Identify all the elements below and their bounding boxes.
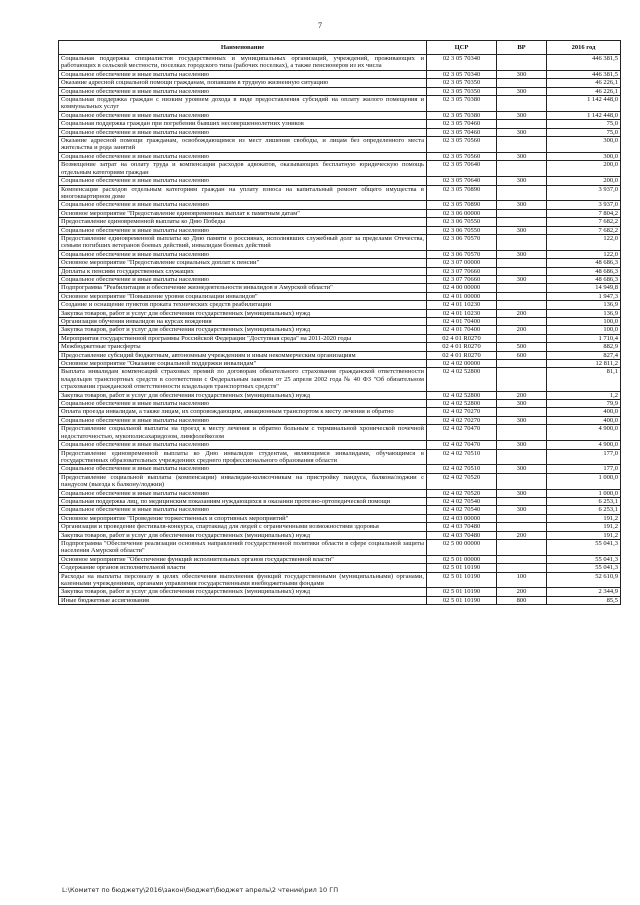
cell-amount: 46 226,1 bbox=[547, 79, 621, 87]
cell-csr: 02 4 02 70510 bbox=[427, 465, 497, 473]
cell-name: Закупка товаров, работ и услуг для обеспечения государственных (муниципальных) нужд bbox=[59, 309, 427, 317]
cell-csr: 02 4 01 70400 bbox=[427, 326, 497, 334]
table-row bbox=[59, 441, 621, 449]
cell-name: Социальное обеспечение и иные выплаты населению bbox=[59, 275, 427, 283]
cell-name: Социальная поддержка специалистов государственных и муниципальных организаций, учреждений, проживающих и работающих в сельской местности, поселках городского типа (рабочих поселках), а также пенсионеров из их числа bbox=[59, 55, 427, 71]
cell-name: Социальное обеспечение и иные выплаты населению bbox=[59, 128, 427, 136]
cell-csr: 02 4 01 00000 bbox=[427, 292, 497, 300]
cell-amount: 48 686,3 bbox=[547, 275, 621, 283]
cell-name: Организация обучения инвалидов на курсах вождения bbox=[59, 318, 427, 326]
cell-csr: 02 4 02 70270 bbox=[427, 416, 497, 424]
cell-csr: 02 5 01 10190 bbox=[427, 588, 497, 596]
table-row bbox=[59, 555, 621, 563]
cell-csr: 02 4 02 52800 bbox=[427, 391, 497, 399]
cell-csr: 02 4 02 70470 bbox=[427, 441, 497, 449]
cell-name: Социальное обеспечение и иные выплаты населению bbox=[59, 226, 427, 234]
table-row bbox=[59, 96, 621, 112]
cell-vr bbox=[497, 137, 547, 153]
cell-name: Основное мероприятие "Предоставление социальных доплат к пенсии" bbox=[59, 259, 427, 267]
cell-csr: 02 4 03 00000 bbox=[427, 514, 497, 522]
cell-amount: 136,9 bbox=[547, 301, 621, 309]
cell-name: Иные бюджетные ассигнования bbox=[59, 596, 427, 604]
cell-csr: 02 4 01 R0270 bbox=[427, 334, 497, 342]
cell-name: Компенсация расходов отдельным категориям граждан на уплату взноса на капитальный ремонт общего имущества в многоквартирном доме bbox=[59, 185, 427, 201]
cell-vr bbox=[497, 185, 547, 201]
header-year: 2016 год bbox=[547, 41, 621, 55]
cell-csr: 02 4 01 70400 bbox=[427, 318, 497, 326]
cell-csr: 02 4 03 70480 bbox=[427, 523, 497, 531]
cell-name: Мероприятия государственной программы Российской Федерации "Доступная среда" на 2011-2020 годы bbox=[59, 334, 427, 342]
cell-vr: 200 bbox=[497, 588, 547, 596]
table-row bbox=[59, 334, 621, 342]
table-row bbox=[59, 360, 621, 368]
table-row bbox=[59, 275, 621, 283]
table-row bbox=[59, 87, 621, 95]
cell-amount: 55 041,3 bbox=[547, 539, 621, 555]
table-row bbox=[59, 250, 621, 258]
cell-name: Подпрограмма "Реабилитация и обеспечение жизнедеятельности инвалидов в Амурской области" bbox=[59, 284, 427, 292]
cell-vr bbox=[497, 79, 547, 87]
cell-vr: 300 bbox=[497, 201, 547, 209]
cell-amount: 1 000,0 bbox=[547, 489, 621, 497]
cell-amount: 177,0 bbox=[547, 465, 621, 473]
table-row bbox=[59, 259, 621, 267]
cell-vr bbox=[497, 218, 547, 226]
cell-csr: 02 3 05 70890 bbox=[427, 185, 497, 201]
cell-name: Предоставление единовременной выплаты ко Дню Победы bbox=[59, 218, 427, 226]
cell-name: Закупка товаров, работ и услуг для обеспечения государственных (муниципальных) нужд bbox=[59, 588, 427, 596]
cell-name: Закупка товаров, работ и услуг для обеспечения государственных (муниципальных) нужд bbox=[59, 326, 427, 334]
table-row bbox=[59, 70, 621, 78]
cell-vr bbox=[497, 55, 547, 71]
cell-vr bbox=[497, 514, 547, 522]
table-row bbox=[59, 489, 621, 497]
cell-name: Социальное обеспечение и иные выплаты населению bbox=[59, 465, 427, 473]
cell-name: Социальная поддержка граждан с низким уровнем дохода в виде предоставления субсидий на оплату жилого помещения и коммунальных услуг bbox=[59, 96, 427, 112]
cell-name: Социальное обеспечение и иные выплаты населению bbox=[59, 416, 427, 424]
cell-vr: 300 bbox=[497, 177, 547, 185]
cell-csr: 02 4 02 70520 bbox=[427, 489, 497, 497]
table-row bbox=[59, 326, 621, 334]
cell-csr: 02 3 06 70550 bbox=[427, 218, 497, 226]
table-row bbox=[59, 416, 621, 424]
cell-csr: 02 3 05 70890 bbox=[427, 201, 497, 209]
cell-vr bbox=[497, 267, 547, 275]
cell-amount: 446 381,5 bbox=[547, 70, 621, 78]
cell-csr: 02 3 05 70380 bbox=[427, 111, 497, 119]
cell-csr: 02 4 02 70520 bbox=[427, 473, 497, 489]
cell-vr: 300 bbox=[497, 226, 547, 234]
cell-name: Социальное обеспечение и иные выплаты населению bbox=[59, 70, 427, 78]
cell-amount: 1,2 bbox=[547, 391, 621, 399]
cell-amount: 882,9 bbox=[547, 343, 621, 351]
table-row bbox=[59, 596, 621, 604]
table-row bbox=[59, 152, 621, 160]
table-row bbox=[59, 506, 621, 514]
cell-amount: 446 381,5 bbox=[547, 55, 621, 71]
cell-vr: 800 bbox=[497, 596, 547, 604]
table-row bbox=[59, 572, 621, 588]
cell-name: Расходы на выплаты персоналу в целях обеспечения выполнения функций государственными (муниципальными) органами, казенными учреждениями, органами управления государственными внебюджетными фондами bbox=[59, 572, 427, 588]
cell-name: Содержание органов исполнительной власти bbox=[59, 564, 427, 572]
cell-name: Возмещение затрат на оплату труда и компенсация расходов адвокатов, оказывающих бесплатную юридическую помощь отдельным категориям граждан bbox=[59, 161, 427, 177]
cell-csr: 02 4 02 00000 bbox=[427, 360, 497, 368]
cell-name: Основное мероприятие "Проведение торжественных и спортивных мероприятий" bbox=[59, 514, 427, 522]
cell-vr bbox=[497, 564, 547, 572]
table-row bbox=[59, 226, 621, 234]
cell-name: Основное мероприятие "Обеспечение функций исполнительных органов государственной власти" bbox=[59, 555, 427, 563]
cell-amount: 1 710,4 bbox=[547, 334, 621, 342]
table-row bbox=[59, 425, 621, 441]
table-row bbox=[59, 473, 621, 489]
cell-amount: 12 811,2 bbox=[547, 360, 621, 368]
cell-csr: 02 5 01 10190 bbox=[427, 572, 497, 588]
cell-name: Социальное обеспечение и иные выплаты населению bbox=[59, 400, 427, 408]
cell-amount: 2 344,9 bbox=[547, 588, 621, 596]
table-row bbox=[59, 301, 621, 309]
cell-vr bbox=[497, 449, 547, 465]
table-row bbox=[59, 391, 621, 399]
table-row bbox=[59, 588, 621, 596]
page-number: 7 bbox=[318, 21, 322, 30]
table-row bbox=[59, 449, 621, 465]
cell-amount: 300,0 bbox=[547, 152, 621, 160]
table-row bbox=[59, 539, 621, 555]
table-row bbox=[59, 111, 621, 119]
cell-amount: 48 686,3 bbox=[547, 267, 621, 275]
cell-csr: 02 3 05 70350 bbox=[427, 87, 497, 95]
table-row bbox=[59, 497, 621, 505]
cell-csr: 02 4 02 70510 bbox=[427, 449, 497, 465]
cell-amount: 6 253,1 bbox=[547, 497, 621, 505]
cell-csr: 02 4 02 70540 bbox=[427, 497, 497, 505]
table-row bbox=[59, 218, 621, 226]
cell-name: Предоставление социальной выплаты на проезд к месту лечения и обратно больным с терминальной хронической почечной недостаточностью, мукополисахаридозом, лимфолейкозом bbox=[59, 425, 427, 441]
cell-amount: 1 947,3 bbox=[547, 292, 621, 300]
cell-amount: 400,0 bbox=[547, 408, 621, 416]
cell-name: Межбюджетные трансферты bbox=[59, 343, 427, 351]
cell-csr: 02 5 01 10190 bbox=[427, 596, 497, 604]
cell-vr: 600 bbox=[497, 351, 547, 359]
cell-vr: 300 bbox=[497, 465, 547, 473]
cell-amount: 191,2 bbox=[547, 514, 621, 522]
table-row bbox=[59, 514, 621, 522]
cell-vr bbox=[497, 161, 547, 177]
cell-amount: 7 682,2 bbox=[547, 218, 621, 226]
cell-amount: 1 142 448,0 bbox=[547, 96, 621, 112]
cell-name: Основное мероприятие "Повышение уровня социализации инвалидов" bbox=[59, 292, 427, 300]
cell-amount: 75,0 bbox=[547, 128, 621, 136]
table-row bbox=[59, 465, 621, 473]
cell-vr bbox=[497, 334, 547, 342]
cell-csr: 02 3 06 00000 bbox=[427, 209, 497, 217]
cell-vr bbox=[497, 539, 547, 555]
cell-name: Социальное обеспечение и иные выплаты населению bbox=[59, 441, 427, 449]
cell-amount: 79,9 bbox=[547, 400, 621, 408]
cell-amount: 81,1 bbox=[547, 368, 621, 391]
cell-amount: 100,0 bbox=[547, 326, 621, 334]
cell-amount: 136,9 bbox=[547, 309, 621, 317]
cell-amount: 3 937,0 bbox=[547, 185, 621, 201]
cell-csr: 02 3 05 70460 bbox=[427, 128, 497, 136]
cell-name: Закупка товаров, работ и услуг для обеспечения государственных (муниципальных) нужд bbox=[59, 391, 427, 399]
cell-csr: 02 3 05 70560 bbox=[427, 137, 497, 153]
cell-name: Закупка товаров, работ и услуг для обеспечения государственных (муниципальных) нужд bbox=[59, 531, 427, 539]
table-row bbox=[59, 400, 621, 408]
cell-vr bbox=[497, 425, 547, 441]
cell-vr: 300 bbox=[497, 275, 547, 283]
cell-vr bbox=[497, 408, 547, 416]
cell-vr bbox=[497, 284, 547, 292]
cell-name: Социальное обеспечение и иные выплаты населению bbox=[59, 201, 427, 209]
cell-amount: 191,2 bbox=[547, 531, 621, 539]
cell-name: Предоставление субсидий бюджетным, автономным учреждениям и иным некоммерческим организациям bbox=[59, 351, 427, 359]
table-row bbox=[59, 177, 621, 185]
table-row bbox=[59, 79, 621, 87]
cell-name: Создание и оснащение пунктов проката технических средств реабилитации bbox=[59, 301, 427, 309]
cell-amount: 191,2 bbox=[547, 523, 621, 531]
table-row bbox=[59, 185, 621, 201]
cell-csr: 02 4 01 10230 bbox=[427, 309, 497, 317]
header-name: Наименование bbox=[59, 41, 427, 55]
cell-vr bbox=[497, 259, 547, 267]
cell-vr bbox=[497, 368, 547, 391]
cell-name: Социальное обеспечение и иные выплаты населению bbox=[59, 152, 427, 160]
cell-vr bbox=[497, 120, 547, 128]
table-row bbox=[59, 137, 621, 153]
table-row bbox=[59, 55, 621, 71]
budget-table bbox=[58, 40, 621, 605]
cell-vr bbox=[497, 523, 547, 531]
cell-vr: 200 bbox=[497, 391, 547, 399]
cell-vr: 100 bbox=[497, 572, 547, 588]
cell-csr: 02 3 05 70380 bbox=[427, 96, 497, 112]
cell-name: Выплата инвалидам компенсаций страховых премий по договорам обязательного страхования гражданской ответственности владельцев транспортных средств в соответствии с Федеральным законом от 25 апреля 2002 года № 40 ФЗ "Об обязательном страховании гражданской ответственности владельцев транспортных средств" bbox=[59, 368, 427, 391]
cell-amount: 1 142 448,0 bbox=[547, 111, 621, 119]
cell-csr: 02 5 00 00000 bbox=[427, 539, 497, 555]
file-path-footer: L:\Комитет по бюджету\2016\закон\бюджет\бюджет апрель\2 чтение\рил 10 ГП bbox=[62, 886, 339, 894]
table-row bbox=[59, 120, 621, 128]
cell-amount: 52 610,9 bbox=[547, 572, 621, 588]
cell-csr: 02 5 01 10190 bbox=[427, 564, 497, 572]
header-csr: ЦСР bbox=[427, 41, 497, 55]
cell-amount: 14 949,8 bbox=[547, 284, 621, 292]
cell-csr: 02 3 06 70570 bbox=[427, 250, 497, 258]
cell-name: Социальное обеспечение и иные выплаты населению bbox=[59, 250, 427, 258]
cell-vr: 300 bbox=[497, 70, 547, 78]
cell-name: Социальное обеспечение и иные выплаты населению bbox=[59, 111, 427, 119]
cell-name: Предоставление единовременной выплаты ко Дню инвалидов студентам, являющимся инвалидами, обучающимся в государственных образовательных учреждениях среднего профессионального образования области bbox=[59, 449, 427, 465]
cell-amount: 75,0 bbox=[547, 120, 621, 128]
cell-amount: 55 041,3 bbox=[547, 555, 621, 563]
cell-name: Основное мероприятие "Предоставление единовременных выплат к памятным датам" bbox=[59, 209, 427, 217]
cell-name: Предоставление единовременной выплаты ко Дню памяти о россиянах, исполнявших служебный долг за пределами Отечества, семьям погибших ветеранов боевых действий, инвалидам боевых действий bbox=[59, 234, 427, 250]
cell-vr bbox=[497, 301, 547, 309]
cell-vr: 200 bbox=[497, 326, 547, 334]
cell-name: Социальное обеспечение и иные выплаты населению bbox=[59, 489, 427, 497]
cell-amount: 177,0 bbox=[547, 449, 621, 465]
cell-name: Социальное обеспечение и иные выплаты населению bbox=[59, 87, 427, 95]
cell-csr: 02 3 05 70460 bbox=[427, 120, 497, 128]
cell-vr: 500 bbox=[497, 343, 547, 351]
cell-amount: 1 000,0 bbox=[547, 473, 621, 489]
cell-vr: 300 bbox=[497, 152, 547, 160]
cell-name: Социальное обеспечение и иные выплаты населению bbox=[59, 506, 427, 514]
cell-amount: 200,0 bbox=[547, 177, 621, 185]
cell-csr: 02 4 02 70540 bbox=[427, 506, 497, 514]
cell-vr bbox=[497, 209, 547, 217]
cell-amount: 4 900,0 bbox=[547, 441, 621, 449]
cell-csr: 02 4 02 52800 bbox=[427, 368, 497, 391]
table-row bbox=[59, 564, 621, 572]
cell-csr: 02 4 03 70480 bbox=[427, 531, 497, 539]
cell-csr: 02 3 05 70560 bbox=[427, 152, 497, 160]
cell-amount: 46 226,1 bbox=[547, 87, 621, 95]
cell-amount: 3 937,0 bbox=[547, 201, 621, 209]
cell-amount: 100,0 bbox=[547, 318, 621, 326]
cell-amount: 122,0 bbox=[547, 234, 621, 250]
cell-amount: 85,5 bbox=[547, 596, 621, 604]
cell-amount: 300,0 bbox=[547, 137, 621, 153]
cell-vr bbox=[497, 497, 547, 505]
table-header-row bbox=[59, 41, 621, 55]
cell-csr: 02 4 02 52800 bbox=[427, 400, 497, 408]
cell-vr: 300 bbox=[497, 111, 547, 119]
cell-amount: 4 900,0 bbox=[547, 425, 621, 441]
cell-vr: 300 bbox=[497, 441, 547, 449]
table-body bbox=[59, 55, 621, 605]
table-row bbox=[59, 201, 621, 209]
cell-amount: 7 682,2 bbox=[547, 226, 621, 234]
cell-vr bbox=[497, 292, 547, 300]
cell-amount: 55 041,3 bbox=[547, 564, 621, 572]
cell-vr: 300 bbox=[497, 416, 547, 424]
cell-csr: 02 3 07 00000 bbox=[427, 259, 497, 267]
cell-amount: 200,0 bbox=[547, 161, 621, 177]
table-row bbox=[59, 309, 621, 317]
cell-csr: 02 4 01 R0270 bbox=[427, 351, 497, 359]
cell-vr: 200 bbox=[497, 531, 547, 539]
cell-csr: 02 3 07 70660 bbox=[427, 275, 497, 283]
cell-vr: 300 bbox=[497, 128, 547, 136]
cell-csr: 02 4 02 70270 bbox=[427, 408, 497, 416]
table-row bbox=[59, 128, 621, 136]
cell-name: Предоставление социальной выплаты (компенсации) инвалидам-колясочникам на пристройку пандуса, балкона/лоджии с пандусом (выезда к балкону/лоджии) bbox=[59, 473, 427, 489]
cell-name: Оказание адресной помощи гражданам, освобождающимся из мест лишения свободы, и лицам без определенного места жительства и рода занятий bbox=[59, 137, 427, 153]
table-row bbox=[59, 267, 621, 275]
table-row bbox=[59, 531, 621, 539]
cell-csr: 02 5 01 00000 bbox=[427, 555, 497, 563]
cell-csr: 02 3 05 70340 bbox=[427, 55, 497, 71]
cell-csr: 02 4 01 10230 bbox=[427, 301, 497, 309]
table-row bbox=[59, 209, 621, 217]
cell-name: Подпрограмма "Обеспечение реализации основных направлений государственной политики области в сфере социальной защиты населения Амурской области" bbox=[59, 539, 427, 555]
cell-csr: 02 3 05 70640 bbox=[427, 161, 497, 177]
cell-csr: 02 3 06 70570 bbox=[427, 234, 497, 250]
cell-csr: 02 4 01 R0270 bbox=[427, 343, 497, 351]
cell-amount: 400,0 bbox=[547, 416, 621, 424]
table-row bbox=[59, 368, 621, 391]
cell-vr: 200 bbox=[497, 309, 547, 317]
cell-amount: 827,4 bbox=[547, 351, 621, 359]
cell-name: Социальная поддержка граждан при погребении бывших несовершеннолетних узников bbox=[59, 120, 427, 128]
cell-vr bbox=[497, 555, 547, 563]
cell-name: Основное мероприятие "Оказание социальной поддержки инвалидам" bbox=[59, 360, 427, 368]
cell-amount: 48 686,3 bbox=[547, 259, 621, 267]
table-row bbox=[59, 523, 621, 531]
table-row bbox=[59, 343, 621, 351]
table-row bbox=[59, 161, 621, 177]
cell-csr: 02 3 05 70640 bbox=[427, 177, 497, 185]
cell-name: Доплаты к пенсиям государственных служащих bbox=[59, 267, 427, 275]
cell-csr: 02 3 06 70550 bbox=[427, 226, 497, 234]
cell-vr: 300 bbox=[497, 87, 547, 95]
cell-vr bbox=[497, 473, 547, 489]
cell-name: Социальное обеспечение и иные выплаты населению bbox=[59, 177, 427, 185]
table-row bbox=[59, 292, 621, 300]
cell-vr bbox=[497, 360, 547, 368]
cell-vr bbox=[497, 96, 547, 112]
table-row bbox=[59, 234, 621, 250]
cell-name: Оказание адресной социальной помощи гражданам, попавшим в трудную жизненную ситуацию bbox=[59, 79, 427, 87]
cell-amount: 7 804,2 bbox=[547, 209, 621, 217]
table-row bbox=[59, 408, 621, 416]
cell-csr: 02 3 05 70350 bbox=[427, 79, 497, 87]
cell-csr: 02 3 05 70340 bbox=[427, 70, 497, 78]
cell-name: Оплата проезда инвалидам, а также лицам, их сопровождающим, авиационным транспортом к месту лечения и обратно bbox=[59, 408, 427, 416]
cell-vr: 300 bbox=[497, 489, 547, 497]
table-row bbox=[59, 284, 621, 292]
cell-vr: 300 bbox=[497, 250, 547, 258]
cell-vr bbox=[497, 234, 547, 250]
cell-amount: 122,0 bbox=[547, 250, 621, 258]
cell-name: Социальная поддержка лиц, по медицинским показаниям нуждающихся в оказании протезно-ортопедической помощи bbox=[59, 497, 427, 505]
cell-csr: 02 3 07 70660 bbox=[427, 267, 497, 275]
cell-vr: 300 bbox=[497, 400, 547, 408]
cell-amount: 6 253,1 bbox=[547, 506, 621, 514]
header-vr: ВР bbox=[497, 41, 547, 55]
cell-vr: 300 bbox=[497, 506, 547, 514]
cell-csr: 02 4 02 70470 bbox=[427, 425, 497, 441]
cell-name: Организация и проведение фестиваля-конкурса, спартакиад для людей с ограниченными возможностями здоровья bbox=[59, 523, 427, 531]
cell-csr: 02 4 00 00000 bbox=[427, 284, 497, 292]
table-row bbox=[59, 318, 621, 326]
cell-vr bbox=[497, 318, 547, 326]
table-row bbox=[59, 351, 621, 359]
